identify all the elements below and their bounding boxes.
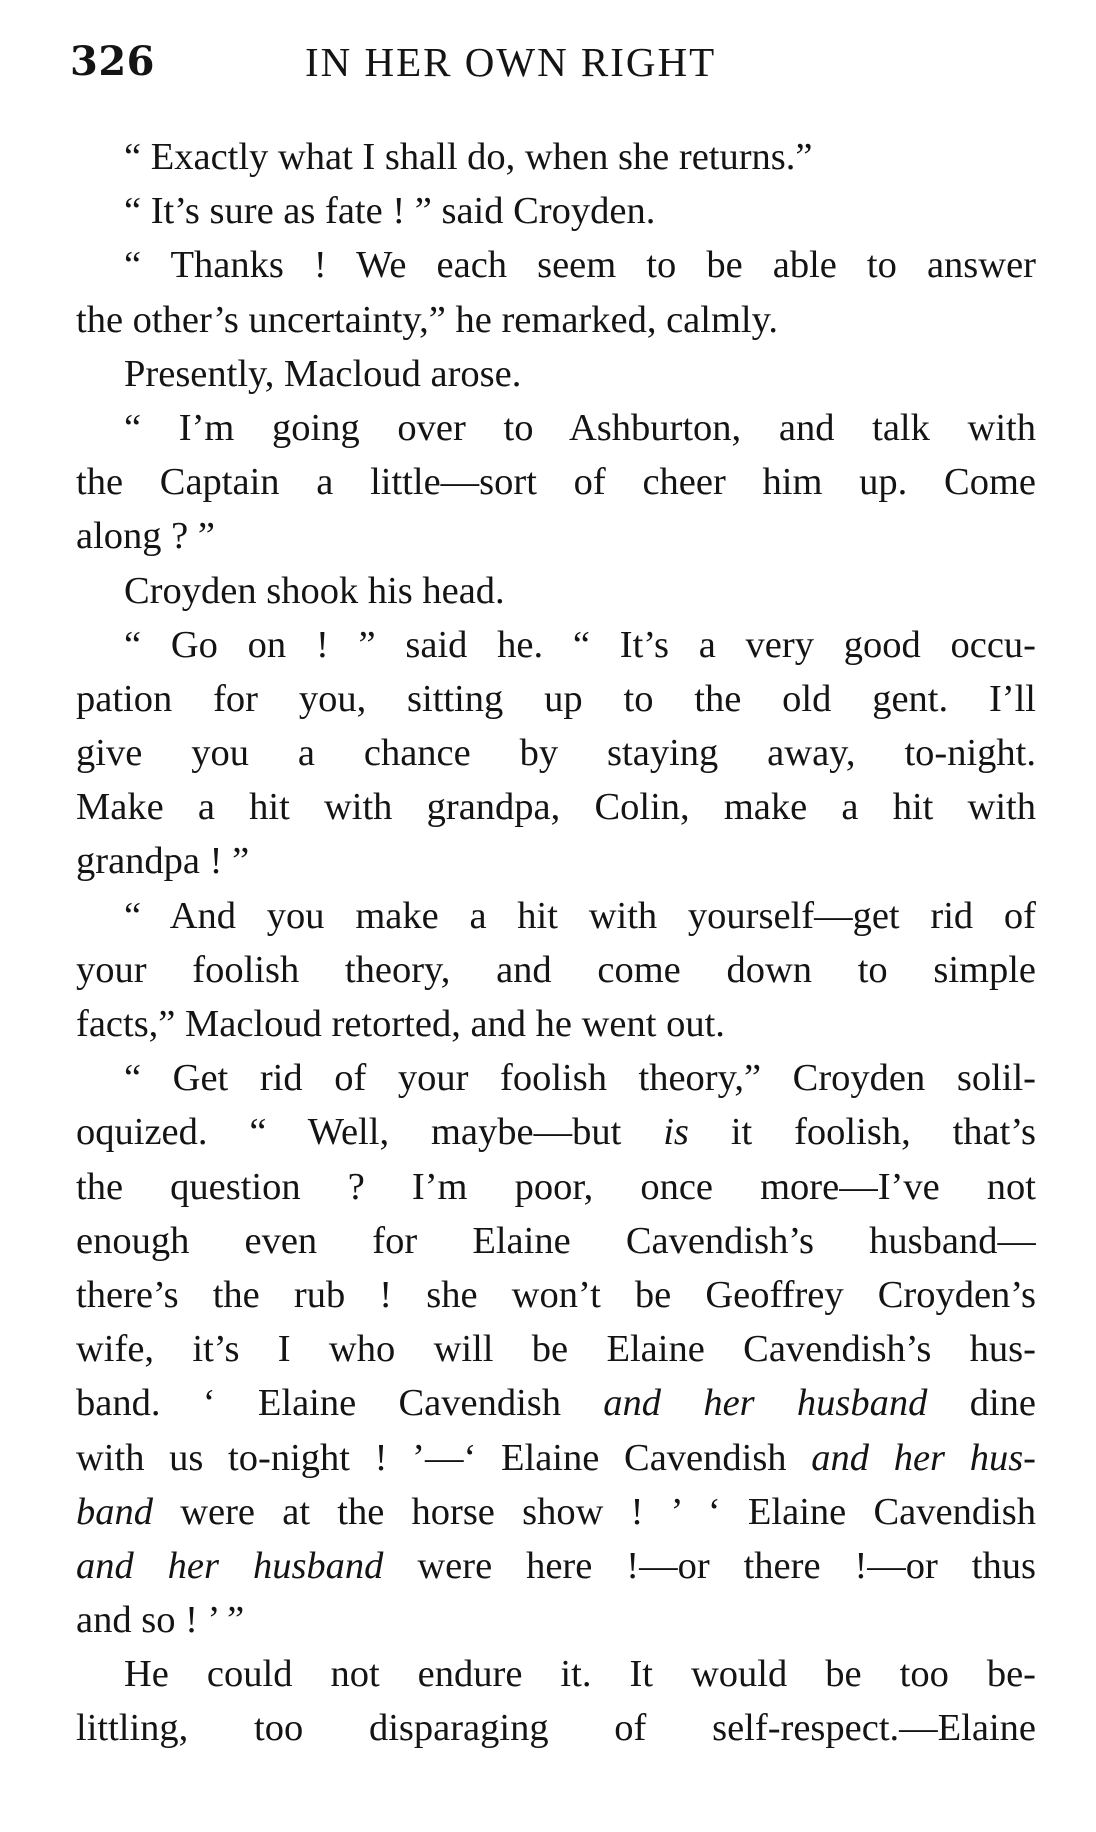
text-run: “ And you make a hit with yourself—get rid of (124, 894, 1036, 937)
text-run: “ Get rid of your foolish theory,” Croyden solil- (124, 1057, 1036, 1100)
text-line (76, 1647, 1036, 1701)
text-line (76, 1322, 1036, 1376)
text-line (76, 726, 1036, 780)
text-run: there’s the rub ! she won’t be Geoffrey Croyden’s (76, 1273, 1036, 1316)
italic-text: band (76, 1490, 153, 1533)
text-run: and so ! ’ ” (76, 1599, 245, 1642)
text-run: littling, too disparaging of self-respect.—Elaine (76, 1707, 1036, 1750)
text-run: along ? ” (76, 515, 215, 558)
text-line (76, 293, 1036, 347)
text-line (76, 943, 1036, 997)
text-line (76, 1431, 1036, 1485)
text-run: give you a chance by staying away, to-night. (76, 732, 1036, 775)
page-header (70, 38, 1034, 88)
text-line (76, 672, 1036, 726)
text-line (76, 780, 1036, 834)
text-line (76, 618, 1036, 672)
text-line (76, 509, 1036, 563)
text-run: it foolish, that’s (688, 1111, 1036, 1154)
text-line (76, 455, 1036, 509)
body-text (76, 130, 1036, 1756)
text-line (76, 1485, 1036, 1539)
text-line (76, 184, 1036, 238)
page-number: 326 (70, 38, 155, 85)
text-run: with us to-night ! ’—‘ Elaine Cavendish (76, 1436, 812, 1479)
text-run: the Captain a little—sort of cheer him up. Come (76, 461, 1036, 504)
text-line (76, 401, 1036, 455)
italic-text: and her hus- (811, 1436, 1036, 1479)
text-run: your foolish theory, and come down to simple (76, 948, 1036, 991)
text-run: the other’s uncertainty,” he remarked, calmly. (76, 298, 778, 341)
running-title: IN HER OWN RIGHT (305, 39, 717, 85)
text-line (76, 1376, 1036, 1430)
text-run: oquized. “ Well, maybe—but (76, 1111, 664, 1154)
text-run: “ I’m going over to Ashburton, and talk with (124, 406, 1036, 449)
text-run: were at the horse show ! ’ ‘ Elaine Cavendish (153, 1490, 1036, 1533)
text-run: “ Go on ! ” said he. “ It’s a very good occu- (124, 623, 1036, 666)
text-run: Presently, Macloud arose. (124, 352, 522, 395)
text-line (76, 834, 1036, 888)
text-line (76, 1214, 1036, 1268)
text-line (76, 564, 1036, 618)
text-line (76, 889, 1036, 943)
text-run: wife, it’s I who will be Elaine Cavendish’s hus- (76, 1328, 1036, 1371)
text-line (76, 1105, 1036, 1159)
text-line (76, 238, 1036, 292)
text-run: He could not endure it. It would be too be- (124, 1653, 1036, 1696)
text-run: dine (927, 1382, 1036, 1425)
italic-text: and her husband (603, 1382, 928, 1425)
text-run: pation for you, sitting up to the old gent. I’ll (76, 677, 1036, 720)
text-line (76, 997, 1036, 1051)
text-run: the question ? I’m poor, once more—I’ve not (76, 1165, 1036, 1208)
italic-text: and her husband (76, 1544, 384, 1587)
text-line (76, 1051, 1036, 1105)
text-run: “ Exactly what I shall do, when she returns.” (124, 136, 813, 178)
text-run: band. ‘ Elaine Cavendish (76, 1382, 604, 1425)
italic-text: is (663, 1111, 689, 1154)
text-run: “ It’s sure as fate ! ” said Croyden. (124, 190, 656, 233)
text-run: “ Thanks ! We each seem to be able to answer (124, 244, 1036, 287)
text-line (76, 130, 1036, 184)
text-line (76, 1593, 1036, 1647)
text-line (76, 347, 1036, 401)
text-run: Make a hit with grandpa, Colin, make a hit with (76, 786, 1036, 829)
text-run: were here !—or there !—or thus (383, 1544, 1036, 1587)
text-line (76, 1160, 1036, 1214)
text-line (76, 1268, 1036, 1322)
text-run: facts,” Macloud retorted, and he went out. (76, 1003, 725, 1045)
text-run: grandpa ! ” (76, 840, 250, 883)
text-run: enough even for Elaine Cavendish’s husband— (76, 1219, 1036, 1262)
text-line (76, 1539, 1036, 1593)
text-line (76, 1701, 1036, 1755)
text-run: Croyden shook his head. (124, 569, 505, 612)
